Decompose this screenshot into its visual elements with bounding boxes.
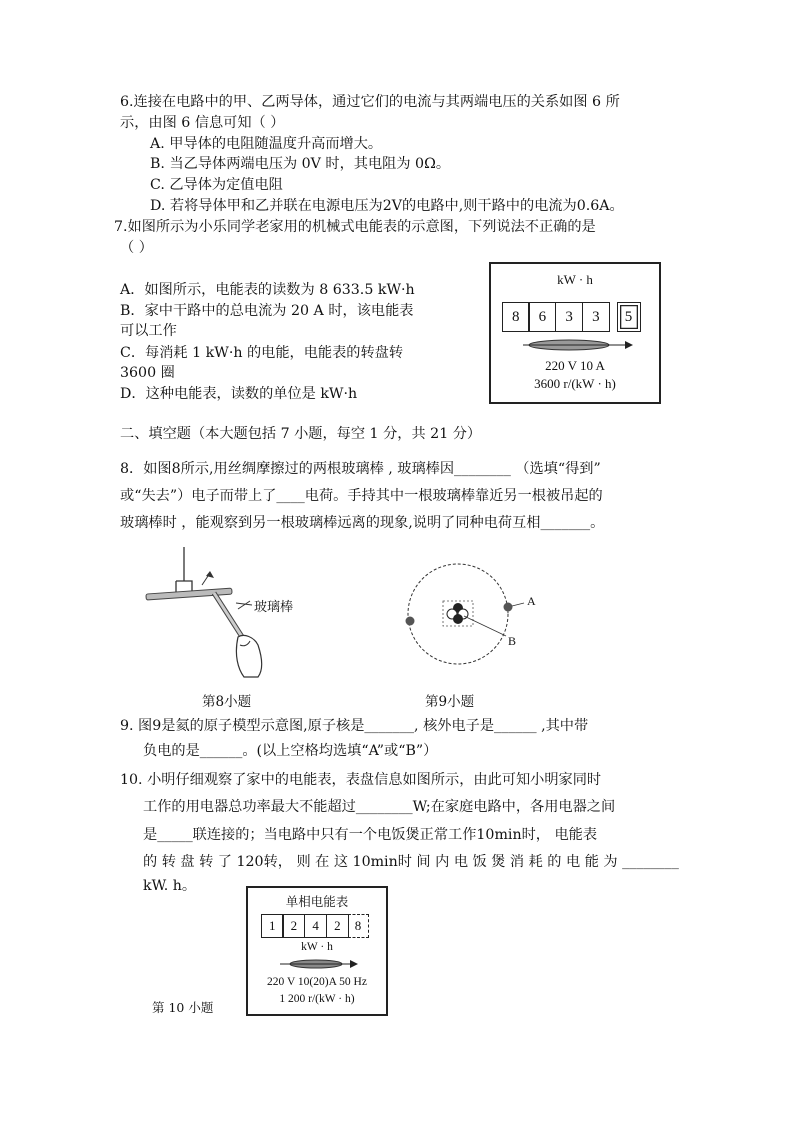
q10-line3: 是_____联连接的；当电路中只有一个电饭煲正常工作10min时， 电能表: [143, 827, 598, 843]
q9-label-a: A: [527, 594, 536, 608]
q8-figure-label: 玻璃棒: [254, 600, 294, 615]
q7-meter-digit: 3: [582, 302, 610, 332]
q8-line1: 8．如图8所示,用丝绸摩擦过的两根玻璃棒 , 玻璃棒因________ （选填“得到”: [120, 461, 601, 477]
q10-meter-disc-icon: [278, 957, 358, 971]
q6-option-d: D. 若将导体甲和乙并联在电源电压为2V的电路中,则干路中的电流为0.6A。: [150, 198, 624, 214]
q7-meter-unit: kW · h: [557, 272, 593, 287]
q10-meter-title: 单相电能表: [285, 894, 349, 909]
q7-meter-revs: 3600 r/(kW · h): [534, 376, 616, 391]
q10-meter-unit: kW · h: [301, 941, 333, 953]
q7-meter-digit: 8: [502, 302, 530, 332]
q10-line4: 的 转 盘 转 了 120转， 则 在 这 10min时 间 内 电 饭 煲 消 耗 的 电 能 为 ________: [143, 854, 679, 870]
q6-option-b: B. 当乙导体两端电压为 0V 时，其电阻为 0Ω。: [150, 156, 451, 172]
q10-meter-digit: 2: [326, 914, 349, 938]
q7-option-b: B．家中干路中的总电流为 20 A 时，该电能表: [120, 303, 414, 319]
q9-helium-atom-figure: [400, 556, 530, 676]
q10-caption: 第 10 小题: [152, 1000, 214, 1015]
q7-meter-disc-icon: [521, 337, 633, 353]
q10-line5: kW. h。: [143, 878, 197, 894]
q10-meter-rating: 220 V 10(20)A 50 Hz: [267, 976, 367, 988]
q9-line1: 9. 图9是氦的原子模型示意图,原子核是_______, 核外电子是______ ,其中带: [120, 718, 589, 734]
q10-line2: 工作的用电器总功率最大不能超过________W;在家庭电路中，各用电器之间: [143, 799, 616, 815]
q8-line2: 或“失去”）电子而带上了____电荷。手持其中一根玻璃棒靠近另一根被吊起的: [120, 488, 603, 504]
q10-meter-digit: 2: [282, 914, 305, 938]
q7-meter-digit: 3: [555, 302, 583, 332]
q6-stem-line1: 6.连接在电路中的甲、乙两导体，通过它们的电流与其两端电压的关系如图 6 所: [120, 94, 620, 110]
q7-stem-line2: （ ）: [120, 240, 153, 256]
q7-option-d: D．这种电能表，读数的单位是 kW·h: [120, 386, 358, 402]
q7-energy-meter: [489, 262, 661, 404]
q6-stem-line2: 示，由图 6 信息可知（ ）: [120, 115, 285, 131]
q7-option-c: C．每消耗 1 kW·h 的电能，电能表的转盘转: [120, 345, 404, 361]
q7-option-b-cont: 可以工作: [120, 323, 177, 339]
q9-label-b: B: [508, 634, 517, 648]
q7-option-a: A．如图所示，电能表的读数为 8 633.5 kW·h: [120, 282, 415, 298]
q6-option-a: A. 甲导体的电阻随温度升高而增大。: [150, 136, 383, 152]
q10-meter-decimal-digit: 8: [348, 914, 369, 938]
q10-meter-revs: 1 200 r/(kW · h): [279, 993, 355, 1005]
q10-line1: 10. 小明仔细观察了家中的电能表，表盘信息如图所示，由此可知小明家同时: [120, 772, 602, 788]
q8-caption: 第8小题: [202, 694, 252, 710]
q10-energy-meter: [246, 886, 388, 1016]
q7-option-c-cont: 3600 圈: [120, 365, 175, 381]
q10-meter-digit: 4: [304, 914, 327, 938]
q7-meter-digit: 6: [528, 302, 556, 332]
q9-line2: 负电的是______。(以上空格均选填“A”或“B”）: [143, 743, 438, 759]
q8-line3: 玻璃棒时 ，能观察到另一根玻璃棒远离的现象,说明了同种电荷互相_______。: [120, 515, 605, 531]
q7-stem-line1: 7.如图所示为小乐同学老家用的机械式电能表的示意图，下列说法不正确的是: [114, 219, 596, 235]
q6-option-c: C. 乙导体为定值电阻: [150, 177, 283, 193]
q7-meter-decimal-digit: 5: [617, 302, 641, 332]
section-heading: 二、填空题（本大题包括 7 小题，每空 1 分，共 21 分）: [120, 426, 482, 442]
q9-caption: 第9小题: [425, 694, 475, 710]
q7-meter-rating: 220 V 10 A: [545, 358, 605, 373]
q10-meter-digit: 1: [261, 914, 284, 938]
